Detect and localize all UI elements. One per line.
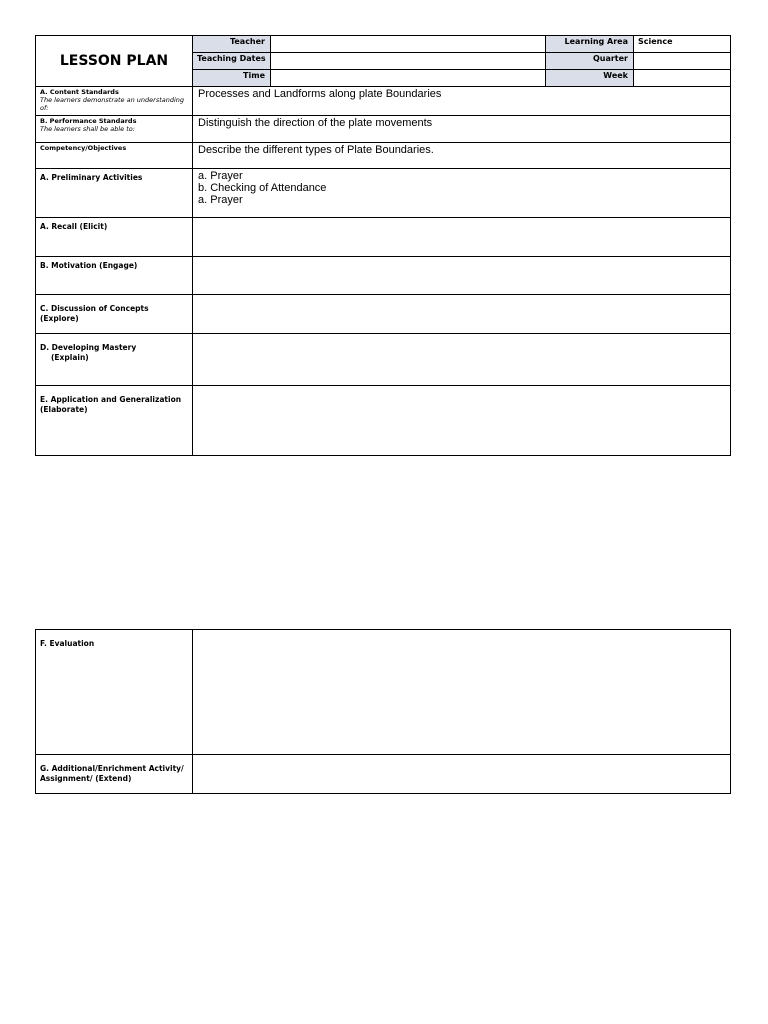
- discussion-label-line2: (Explore): [40, 314, 79, 323]
- learning-area-label: Learning Area: [546, 36, 634, 53]
- competency-label: Competency/Objectives: [36, 143, 193, 169]
- week-field[interactable]: [634, 70, 731, 87]
- performance-standards-field[interactable]: Distinguish the direction of the plate movements: [193, 116, 731, 143]
- quarter-label: Quarter: [546, 53, 634, 70]
- lesson-plan-body: [35, 86, 731, 456]
- table-row: [36, 257, 731, 295]
- mastery-label-line1: D. Developing Mastery: [40, 343, 137, 352]
- preliminary-activities-label: A. Preliminary Activities: [36, 169, 193, 218]
- teaching-dates-field[interactable]: [271, 53, 546, 70]
- performance-standards-sublabel: The learners shall be able to:: [40, 125, 135, 133]
- application-label-line2: (Elaborate): [40, 405, 88, 414]
- content-standards-field[interactable]: Processes and Landforms along plate Boundaries: [193, 87, 731, 116]
- enrichment-label-line2: Assignment/ (Extend): [40, 774, 132, 783]
- application-field[interactable]: [193, 386, 731, 456]
- mastery-field[interactable]: [193, 334, 731, 386]
- table-row: [36, 755, 731, 794]
- table-row: [36, 143, 731, 169]
- mastery-label-line2: (Explain): [51, 353, 89, 362]
- preliminary-activities-field[interactable]: [193, 169, 731, 218]
- content-standards-label: [36, 87, 193, 116]
- quarter-field[interactable]: [634, 53, 731, 70]
- recall-field[interactable]: [193, 218, 731, 257]
- performance-standards-label: [36, 116, 193, 143]
- table-row: [36, 116, 731, 143]
- evaluation-field[interactable]: [193, 630, 731, 755]
- lesson-plan-title: LESSON PLAN: [36, 36, 193, 87]
- teaching-dates-label: Teaching Dates: [193, 53, 271, 70]
- discussion-label-line1: C. Discussion of Concepts: [40, 304, 149, 313]
- discussion-label: [36, 295, 193, 334]
- enrichment-field[interactable]: [193, 755, 731, 794]
- discussion-field[interactable]: [193, 295, 731, 334]
- list-item: b. Checking of Attendance: [198, 182, 327, 194]
- table-row: [36, 169, 731, 218]
- week-label: Week: [546, 70, 634, 87]
- learning-area-field[interactable]: Science: [634, 36, 731, 53]
- mastery-label: [36, 334, 193, 386]
- recall-label: A. Recall (Elicit): [36, 218, 193, 257]
- teacher-field[interactable]: [271, 36, 546, 53]
- performance-standards-title: B. Performance Standards: [40, 117, 137, 125]
- time-label: Time: [193, 70, 271, 87]
- teacher-label: Teacher: [193, 36, 271, 53]
- table-row: [36, 295, 731, 334]
- motivation-field[interactable]: [193, 257, 731, 295]
- table-row: [36, 87, 731, 116]
- lesson-plan-evaluation: [35, 629, 731, 794]
- enrichment-label-line1: G. Additional/Enrichment Activity/: [40, 764, 184, 773]
- evaluation-label: F. Evaluation: [36, 630, 193, 755]
- time-field[interactable]: [271, 70, 546, 87]
- application-label: [36, 386, 193, 456]
- content-standards-sublabel: The learners demonstrate an understanding of:: [40, 96, 185, 112]
- list-item: a. Prayer: [198, 170, 243, 182]
- lesson-plan-header: [35, 35, 731, 87]
- motivation-label: B. Motivation (Engage): [36, 257, 193, 295]
- enrichment-label: [36, 755, 193, 794]
- competency-field[interactable]: Describe the different types of Plate Boundaries.: [193, 143, 731, 169]
- content-standards-title: A. Content Standards: [40, 88, 119, 96]
- table-row: [36, 630, 731, 755]
- table-row: [36, 386, 731, 456]
- table-row: [36, 334, 731, 386]
- application-label-line1: E. Application and Generalization: [40, 395, 182, 404]
- table-row: [36, 218, 731, 257]
- list-item: a. Prayer: [198, 194, 243, 206]
